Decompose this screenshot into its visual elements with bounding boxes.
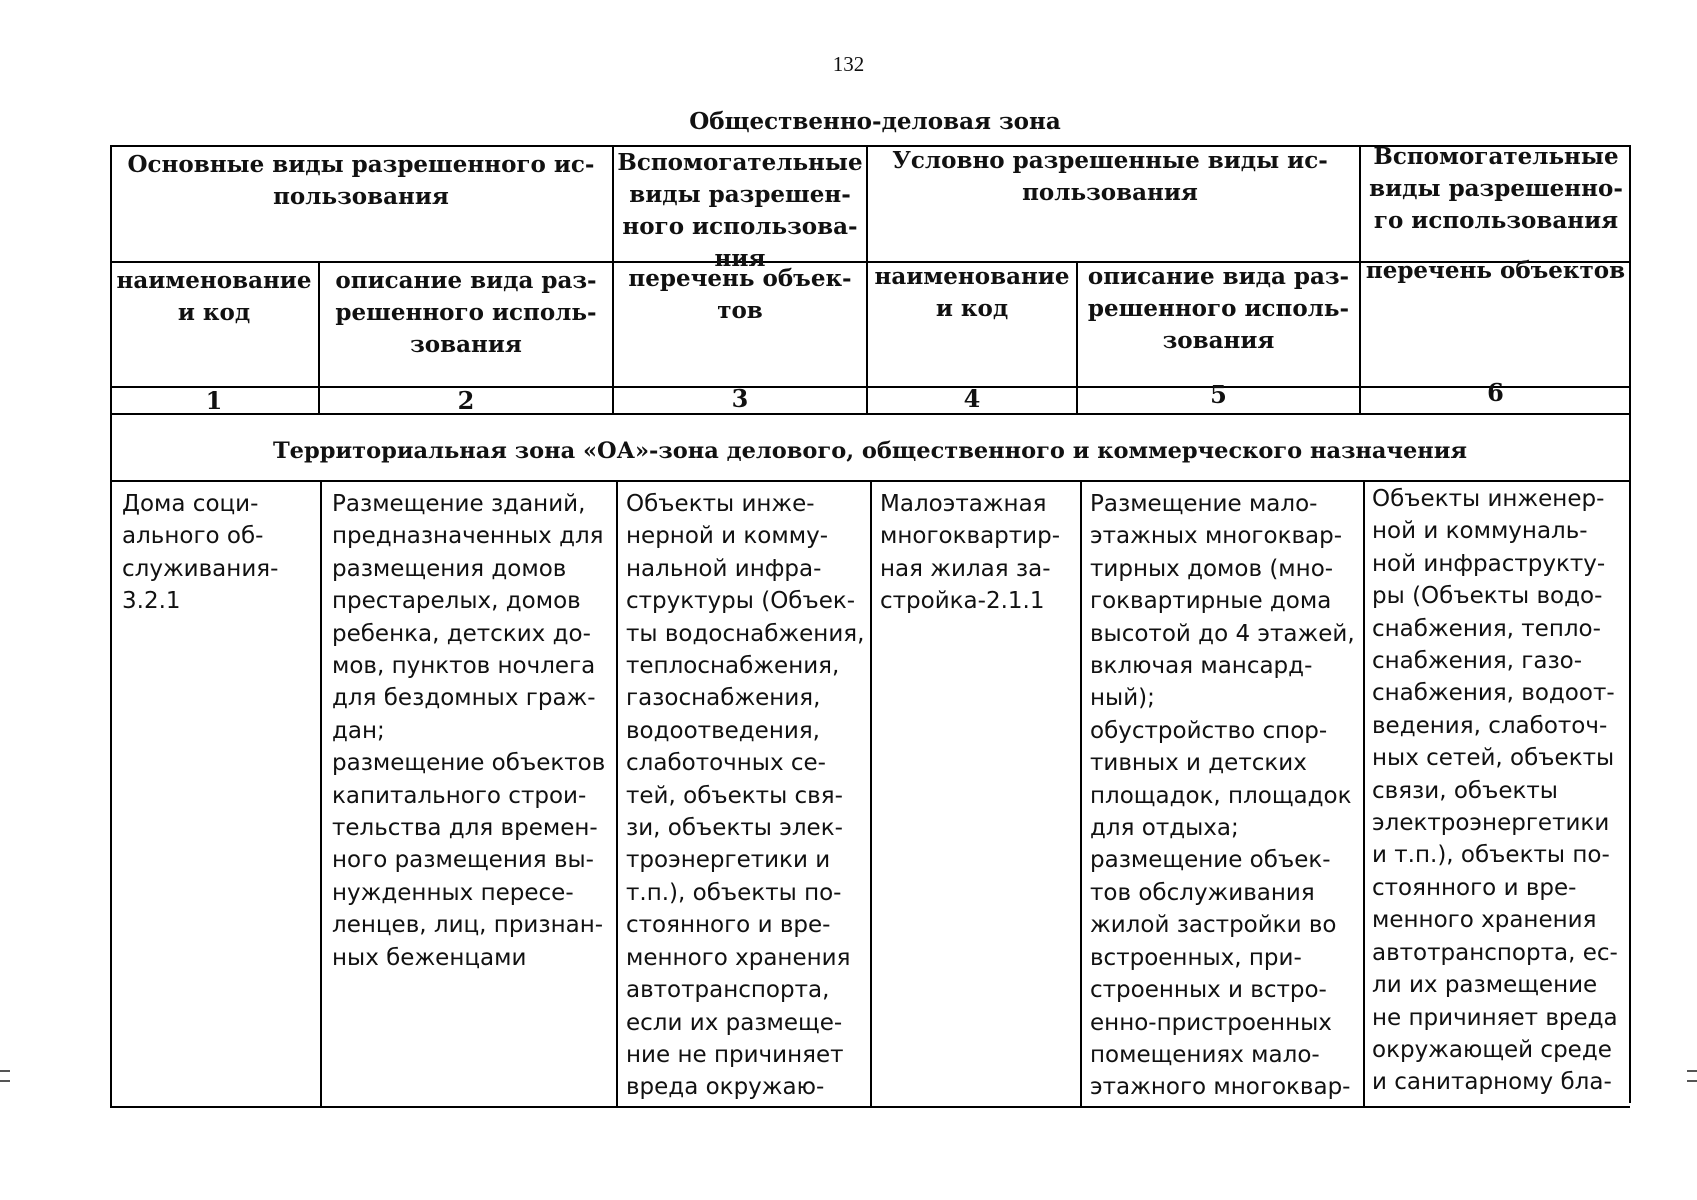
header-col-2: описание вида раз- решенного исполь- зования [335, 267, 597, 358]
column-number-5: 5 [1210, 380, 1227, 409]
zoning-table [110, 145, 1630, 1110]
header-col-4: наименование и код [874, 263, 1070, 322]
header-group-auxiliary-main: Вспомогательные виды разрешен- ного использова- ния [617, 149, 863, 272]
header-col-6: перечень объектов [1365, 257, 1626, 284]
page-number: 132 [832, 52, 865, 76]
zone-title: Общественно-деловая зона [689, 108, 1061, 135]
column-number-1: 1 [205, 386, 223, 415]
row-1-conditional-objects: Объекты инженер- ной и коммуналь- ной инфраструкту- ры (Объекты водо- снабжения, тепло- снабжения, газо- снабжения, водоот- ведения, слаботоч- ных сетей, объекты связи, объекты электроэнергетики и т.п.), объекты по- стоянного и вре- менного хранения автотранспорта, ес- ли их размещение не причиняет вреда окружающей среде и санитарному бла- [1372, 486, 1618, 1096]
edge-mark-right-2 [1687, 1080, 1697, 1082]
column-number-4: 4 [963, 384, 981, 413]
row-1-conditional-name-code: Малоэтажная многоквартир- ная жилая за- стройка-2.1.1 [880, 491, 1061, 615]
header-col-3: перечень объек- тов [628, 265, 852, 324]
vline-body-1 [320, 480, 322, 1107]
header-group-auxiliary-conditional: Вспомогательные виды разрешенно- го использования [1369, 143, 1623, 234]
edge-mark-left-2 [0, 1080, 10, 1082]
header-group-main: Основные виды разрешенного ис- пользования [127, 151, 595, 210]
row-1-auxiliary-objects: Объекты инже- нерной и комму- нальной инфра- структуры (Объек- ты водоснабжения, теплоснабжения, газоснабжения, водоотведения, слаботочных се- тей, объекты свя- зи, объекты элек- троэнергетики и т.п.), объекты по- стоянного и вре- менного хранения автотранспорта, если их размеще- ние не причиняет вреда окружаю- [626, 491, 865, 1101]
edge-mark-left [0, 1070, 10, 1072]
vline-body-3 [870, 480, 872, 1107]
row-1-name-code: Дома соци- ального об- служивания- 3.2.1 [122, 491, 279, 615]
vline-body-5 [1363, 480, 1365, 1107]
edge-mark-right [1687, 1070, 1697, 1072]
column-number-3: 3 [731, 384, 749, 413]
header-group-conditional: Условно разрешенные виды ис- пользования [892, 147, 1328, 206]
vline-body-2 [616, 480, 618, 1107]
row-1-conditional-description: Размещение мало- этажных многоквар- тирных домов (мно- гоквартирные дома высотой до 4 этажей, включая мансард- ный); обустройство спор- тивных и детских площадок, площадок для отдыха; размещение объек- тов обслуживания жилой застройки во встроенных, при- строенных и встро- енно-пристроенных помещениях мало- этажного многоквар- [1090, 491, 1355, 1101]
column-number-6: 6 [1487, 378, 1504, 407]
header-col-5: описание вида раз- решенного исполь- зования [1087, 263, 1350, 354]
header-col-1: наименование и код [116, 267, 312, 326]
column-number-2: 2 [457, 386, 475, 415]
section-title: Территориальная зона «ОА»-зона делового, общественного и коммерческого назначения [272, 438, 1468, 464]
vline-body-4 [1080, 480, 1082, 1107]
row-1-description: Размещение зданий, предназначенных для размещения домов престарелых, домов ребенка, детских до- мов, пунктов ночлега для бездомных граж- дан; размещение объектов капитального строи- тельства для времен- ного размещения вы- нужденных пересе- ленцев, лиц, признан- ных беженцами [332, 491, 606, 971]
